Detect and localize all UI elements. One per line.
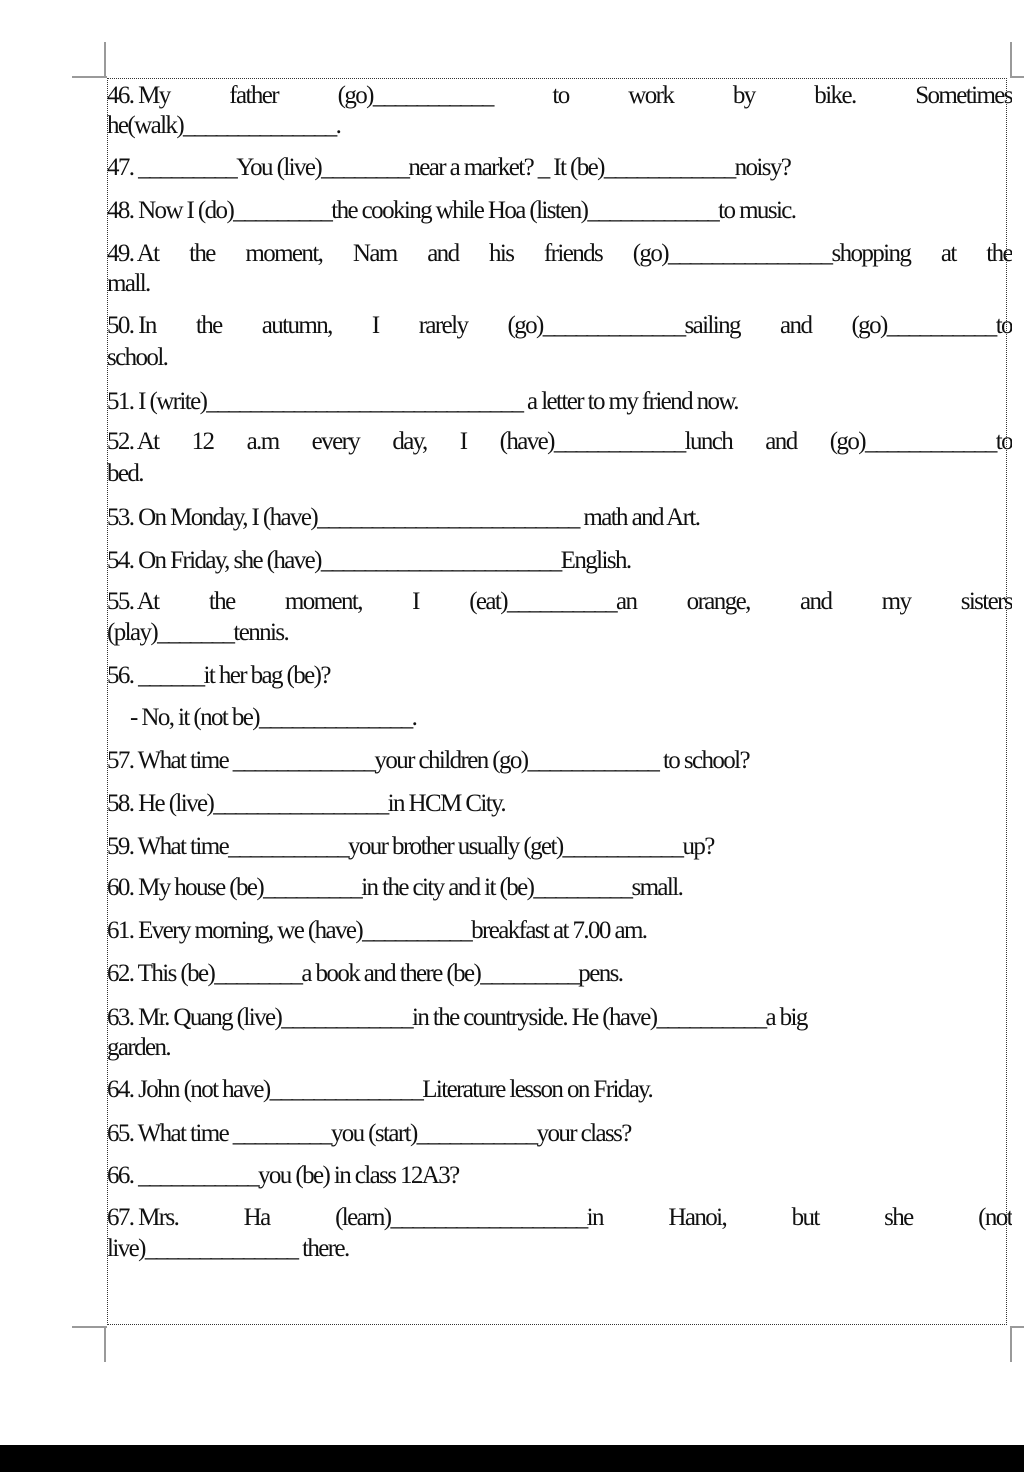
question-46-continuation: he(walk)______________. — [107, 112, 341, 139]
q46-word: work — [628, 82, 674, 109]
q46-word: to — [552, 82, 569, 109]
q67-word: (not — [978, 1204, 1012, 1231]
question-62: 62. This (be)________a book and there (be)_________pens. — [107, 960, 623, 987]
question-58: 58. He (live)________________in HCM City. — [107, 790, 506, 817]
window-bottom-bar — [0, 1445, 1024, 1472]
question-52-continuation: bed. — [107, 460, 143, 487]
q55-word: the — [208, 588, 235, 615]
q49-word: 49. At — [107, 240, 159, 267]
q50-word: and — [780, 312, 812, 339]
question-60: 60. My house (be)_________in the city and it (be)_________small. — [107, 874, 683, 901]
q49-word: the — [986, 240, 1012, 267]
q50-word: autumn, — [261, 312, 332, 339]
question-47: 47. _________You (live)________near a market? _ It (be)____________noisy? — [107, 154, 791, 181]
question-48: 48. Now I (do)_________the cooking while Hoa (listen)____________to music. — [107, 197, 796, 224]
question-67 — [107, 1202, 1012, 1234]
q55-word: sisters — [960, 588, 1012, 615]
question-49-continuation: mall. — [107, 270, 150, 297]
question-55-continuation: (play)_______tennis. — [107, 619, 289, 646]
q67-word: Ha — [243, 1204, 270, 1231]
q50-word: I — [371, 312, 379, 339]
question-64: 64. John (not have)______________Literature lesson on Friday. — [107, 1076, 653, 1103]
q46-word: father — [229, 82, 278, 109]
q49-word: at — [940, 240, 956, 267]
crop-mark-bottom-left-vertical — [104, 1326, 106, 1362]
q52-word: 52. At — [107, 428, 159, 455]
question-57: 57. What time _____________your children (go)____________ to school? — [107, 747, 750, 774]
question-63-continuation: garden. — [107, 1034, 171, 1061]
q52-word: (have)____________lunch — [499, 428, 733, 455]
q49-word: Nam — [352, 240, 397, 267]
q49-word: the — [189, 240, 215, 267]
question-50-continuation: school. — [107, 344, 168, 371]
q67-word: she — [884, 1204, 913, 1231]
question-67-continuation: live)______________ there. — [107, 1235, 349, 1262]
question-46 — [107, 80, 1012, 112]
q50-word: (go)_____________sailing — [507, 312, 740, 339]
q55-word: (eat)__________an — [469, 588, 637, 615]
question-65: 65. What time _________you (start)___________your class? — [107, 1120, 631, 1147]
q49-word: friends — [543, 240, 603, 267]
question-54: 54. On Friday, she (have)______________________English. — [107, 547, 631, 574]
q46-word: 46. My — [107, 82, 170, 109]
question-52 — [107, 426, 1012, 458]
q67-word: 67. Mrs. — [107, 1204, 179, 1231]
q50-word: rarely — [418, 312, 468, 339]
crop-mark-top-left-horizontal — [72, 76, 107, 78]
q46-word: by — [732, 82, 755, 109]
question-51: 51. I (write)_____________________________ a letter to my friend now. — [107, 388, 738, 415]
q67-word: but — [791, 1204, 819, 1231]
crop-mark-top-left-vertical — [104, 42, 106, 78]
crop-mark-top-right-horizontal — [1010, 76, 1024, 78]
q46-word: bike. — [814, 82, 856, 109]
crop-mark-bottom-right-vertical — [1010, 1326, 1012, 1362]
q55-word: orange, — [686, 588, 750, 615]
q67-word: (learn)__________________in — [335, 1204, 603, 1231]
question-61: 61. Every morning, we (have)__________breakfast at 7.00 am. — [107, 917, 647, 944]
q52-word: I — [459, 428, 467, 455]
q49-word: (go)_______________shopping — [632, 240, 911, 267]
q55-word: my — [881, 588, 911, 615]
crop-mark-top-right-vertical — [1010, 42, 1012, 78]
q52-word: and — [765, 428, 797, 455]
q49-word: and — [427, 240, 459, 267]
crop-mark-bottom-right-horizontal — [1010, 1326, 1024, 1328]
question-49 — [107, 238, 1012, 270]
q52-word: (go)____________to — [829, 428, 1012, 455]
q55-word: 55. At — [107, 588, 159, 615]
crop-mark-bottom-left-horizontal — [72, 1326, 107, 1328]
q49-word: moment, — [245, 240, 323, 267]
q46-word: (go)___________ — [337, 82, 493, 109]
question-55 — [107, 586, 1012, 618]
question-63: 63. Mr. Quang (live)____________in the countryside. He (have)__________a big — [107, 1004, 807, 1031]
q52-word: day, — [392, 428, 427, 455]
question-56: 56. ______it her bag (be)? — [107, 662, 330, 689]
q50-word: (go)__________to — [851, 312, 1012, 339]
q52-word: a.m — [246, 428, 279, 455]
q55-word: and — [800, 588, 832, 615]
q52-word: 12 — [191, 428, 214, 455]
q55-word: moment, — [284, 588, 362, 615]
q50-word: 50. In — [107, 312, 156, 339]
q52-word: every — [311, 428, 360, 455]
q55-word: I — [412, 588, 419, 615]
question-53: 53. On Monday, I (have)________________________ math and Art. — [107, 504, 700, 531]
question-50 — [107, 310, 1012, 342]
q49-word: his — [489, 240, 514, 267]
q67-word: Hanoi, — [668, 1204, 727, 1231]
q50-word: the — [195, 312, 222, 339]
question-56-answer: - No, it (not be)______________. — [130, 704, 417, 731]
question-59: 59. What time___________your brother usually (get)___________up? — [107, 833, 714, 860]
question-66: 66. ___________you (be) in class 12A3? — [107, 1162, 459, 1189]
q46-word: Sometimes — [915, 82, 1012, 109]
